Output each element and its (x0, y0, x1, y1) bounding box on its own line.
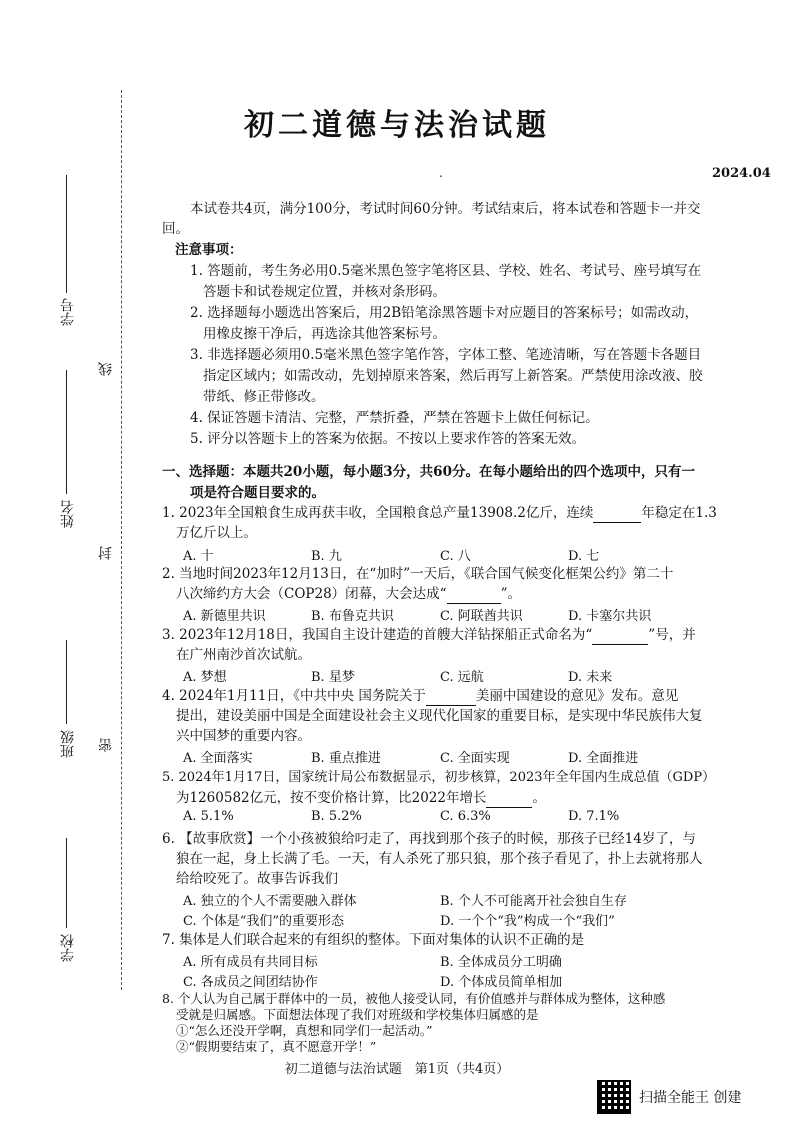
q5-option-a: A. 5.1% (183, 809, 234, 824)
q1-option-d: D. 七 (568, 549, 600, 564)
q4-option-a: A. 全面落实 (183, 751, 253, 766)
note-5: 5. 评分以答题卡上的答案为依据。不按以上要求作答的答案无效。 (190, 431, 586, 447)
q6-option-c: C. 个体是“我们”的重要形态 (183, 914, 345, 929)
q2-stem-2: 八次缔约方大会（COP28）闭幕，大会达成“ ”。 (176, 586, 521, 602)
note-3c: 带纸、修正带修改。 (203, 389, 325, 405)
q5-option-c: C. 6.3% (440, 809, 491, 824)
note-4: 4. 保证答题卡清洁、完整，严禁折叠，严禁在答题卡上做任何标记。 (190, 410, 599, 426)
note-2b: 用橡皮擦干净后，再选涂其他答案标号。 (203, 326, 446, 342)
section-1-heading: 一、选择题：本题共20小题，每小题3分，共60分。在每小题给出的四个选项中，只有一 (162, 464, 695, 480)
student-id-blank (66, 175, 67, 293)
q3-option-d: D. 未来 (568, 670, 613, 685)
q3-stem-2: 在广州南沙首次试航。 (176, 647, 311, 663)
q3-stem: 3. 2023年12月18日，我国自主设计建造的首艘大洋钻探船正式命名为“ ”号，并 (162, 627, 696, 643)
q8-stem: 8. 个人认为自己属于群体中的一员，被他人接受认同，有价值感并与群体成为整体，这种感 (162, 991, 666, 1006)
name-blank (66, 370, 67, 494)
q1-option-a: A. 十 (183, 549, 214, 564)
q2-option-a: A. 新德里共识 (183, 609, 266, 624)
q7-stem: 7. 集体是人们联合起来的有组织的整体。下面对集体的认识不正确的是 (162, 932, 585, 948)
note-1b: 答题卡和试卷规定位置，并核对条形码。 (203, 284, 446, 300)
q4-option-d: D. 全面推进 (568, 751, 639, 766)
scanner-watermark (597, 1080, 741, 1114)
name-label: 姓名 (60, 500, 76, 528)
q5-option-b: B. 5.2% (311, 809, 362, 824)
q5-stem-2: 为1260582亿元，按不变价格计算，比2022年增长 。 (176, 790, 546, 806)
stray-dot: . (439, 166, 443, 180)
q3-option-b: B. 星梦 (311, 670, 355, 685)
q3-option-c: C. 远航 (440, 670, 484, 685)
q4-option-b: B. 重点推进 (311, 751, 381, 766)
q7-option-a: A. 所有成员有共同目标 (183, 955, 318, 970)
q8-statement-2: ②“假期要结束了，真不愿意开学！” (176, 1039, 377, 1054)
q1-stem: 1. 2023年全国粮食生成再获丰收，全国粮食总产量13908.2亿斤，连续 年稳定在1.3 (162, 505, 717, 521)
section-1-heading-2: 项是符合题目要求的。 (190, 485, 325, 501)
q6-option-a: A. 独立的个人不需要融入群体 (183, 894, 357, 909)
q8-statement-1: ①“怎么还没开学啊，真想和同学们一起活动。” (176, 1023, 433, 1038)
q6-stem: 6. 【故事欣赏】一个小孩被狼给叼走了，再找到那个孩子的时候，那孩子已经14岁了，与 (162, 831, 696, 847)
seal-mi: 密 (98, 738, 114, 752)
qr-code-icon (597, 1080, 631, 1114)
q1-option-c: C. 八 (440, 549, 471, 564)
school-label: 学校 (60, 934, 76, 962)
q4-stem-3: 兴中国梦的重要内容。 (176, 728, 311, 744)
q2-stem: 2. 当地时间2023年12月13日，在“加时”一天后，《联合国气候变化框架公约》第二十 (162, 566, 674, 582)
note-2a: 2. 选择题每小题选出答案后，用2B铅笔涂黑答题卡对应题目的答案标号；如需改动， (190, 305, 699, 321)
q7-option-b: B. 全体成员分工明确 (440, 955, 562, 970)
q4-stem: 4. 2024年1月11日，《中共中央 国务院关于 美丽中国建设的意见》发布。意见 (162, 688, 679, 704)
exam-date: 2024.04 (712, 166, 771, 181)
note-3a: 3. 非选择题必须用0.5毫米黑色签字笔作答，字体工整、笔迹清晰，写在答题卡各题目 (190, 347, 702, 363)
school-blank (66, 838, 67, 928)
q2-option-b: B. 布鲁克共识 (311, 609, 394, 624)
q4-stem-2: 提出，建设美丽中国是全面建设社会主义现代化国家的重要目标，是实现中华民族伟大复 (176, 708, 703, 724)
q2-option-c: C. 阿联酋共识 (440, 609, 523, 624)
note-1a: 1. 答题前，考生务必用0.5毫米黑色签字笔将区县、学校、姓名、考试号、座号填写在 (190, 263, 702, 279)
note-3b: 指定区域内；如需改动，先划掉原来答案，然后再写上新答案。严禁使用涂改液、胶 (203, 368, 703, 384)
q4-option-c: C. 全面实现 (440, 751, 510, 766)
q6-stem-3: 给给咬死了。故事告诉我们 (176, 871, 338, 887)
intro-line-1: 本试卷共4页，满分100分，考试时间60分钟。考试结束后，将本试卷和答题卡一并交 (190, 201, 701, 217)
q1-option-b: B. 九 (311, 549, 342, 564)
q1-stem-2: 万亿斤以上。 (176, 525, 257, 541)
student-id-label: 学号 (60, 298, 76, 326)
q6-option-b: B. 个人不可能离开社会独自生存 (440, 894, 627, 909)
binding-dashed-line (121, 90, 122, 990)
q3-option-a: A. 梦想 (183, 670, 227, 685)
class-label: 班级 (60, 730, 76, 758)
watermark-text: 扫描全能王 创建 (639, 1090, 742, 1106)
intro-line-2: 回。 (162, 221, 189, 237)
seal-feng: 封 (98, 546, 114, 560)
class-blank (66, 640, 67, 724)
q8-stem-2: 受就是归属感。下面想法体现了我们对班级和学校集体归属感的是 (176, 1007, 539, 1022)
q2-option-d: D. 卡塞尔共识 (568, 609, 652, 624)
q7-option-d: D. 个体成员简单相加 (440, 975, 563, 990)
q7-option-c: C. 各成员之间团结协作 (183, 975, 318, 990)
q6-option-d: D. 一个个“我”构成一个“我们” (440, 914, 615, 929)
notes-title: 注意事项： (175, 242, 243, 258)
q6-stem-2: 狼在一起，身上长满了毛。一天，有人杀死了那只狼，那个孩子看见了，扑上去就将那人 (176, 851, 703, 867)
seal-xian: 线 (98, 362, 114, 376)
q5-option-d: D. 7.1% (568, 809, 620, 824)
page-title: 初二道德与法治试题 (244, 108, 550, 143)
page-footer: 初二道德与法治试题 第1页（共4页） (284, 1062, 510, 1077)
q5-stem: 5. 2024年1月17日，国家统计局公布数据显示，初步核算，2023年全年国内生成总值（GDP） (162, 770, 716, 785)
